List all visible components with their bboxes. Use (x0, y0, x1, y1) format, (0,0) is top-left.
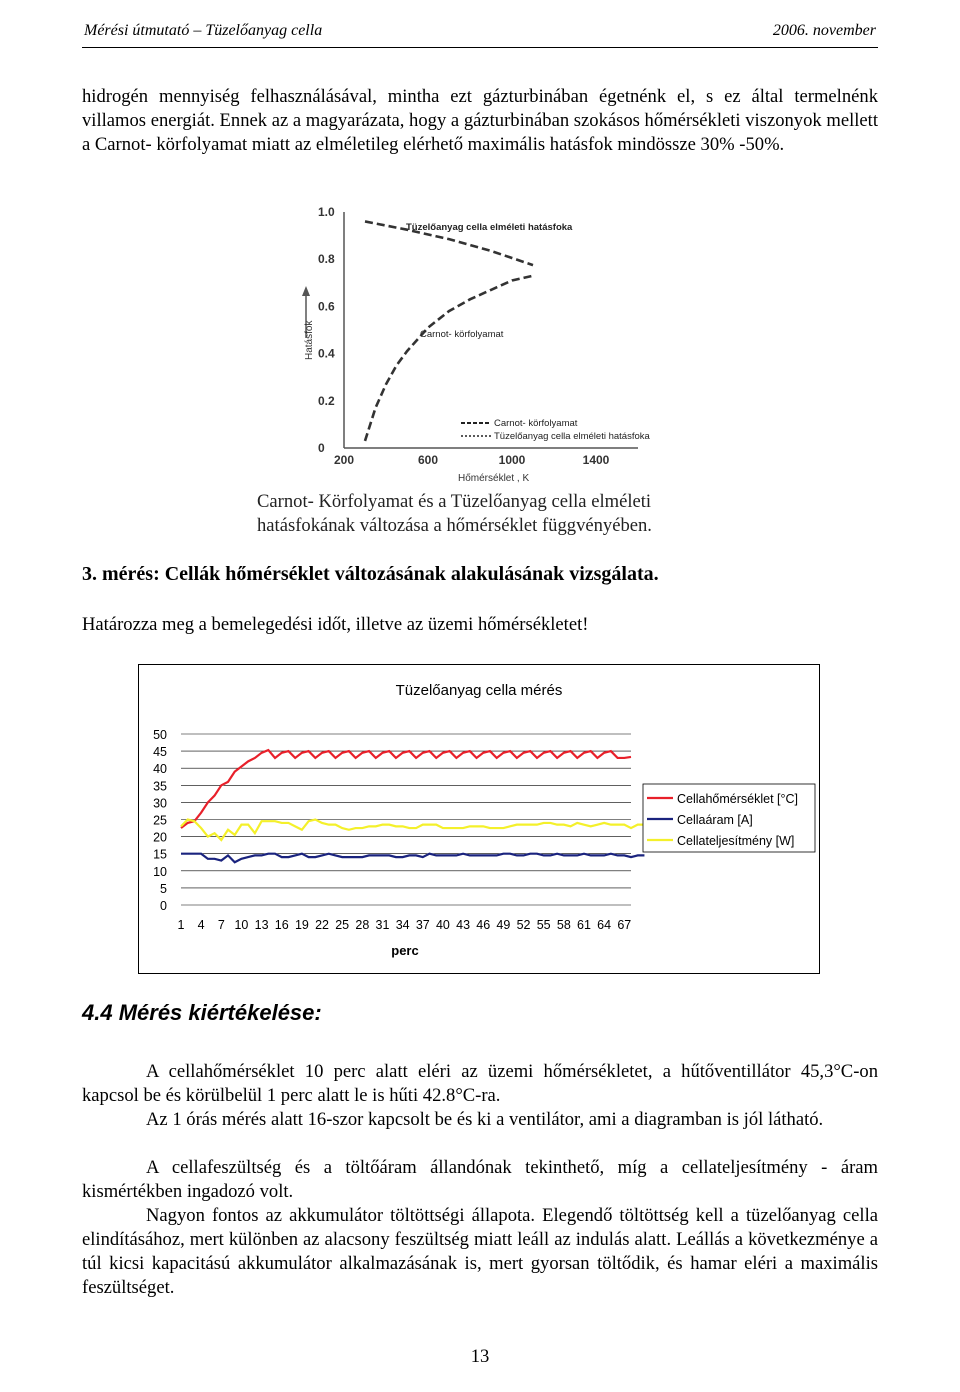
figure-caption-line-2: hatásfokának változása a hőmérséklet függvényében. (257, 515, 652, 536)
y-tick-label: 0.4 (318, 346, 335, 361)
y-axis-arrowhead (302, 286, 310, 296)
y-tick-label: 0 (160, 899, 167, 913)
x-tick-label: 28 (355, 918, 370, 932)
y-tick-label: 45 (153, 745, 167, 760)
y-tick-label: 50 (153, 728, 167, 742)
x-tick-label: 58 (556, 918, 571, 932)
x-tick-label: 31 (375, 918, 390, 932)
x-tick-label: 34 (395, 918, 410, 932)
x-tick-label: 55 (536, 918, 551, 932)
page-number: 13 (470, 1346, 490, 1367)
x-tick-label: 19 (294, 918, 309, 932)
y-tick-label: 1.0 (318, 205, 335, 219)
header-rule (82, 47, 878, 48)
series-line (181, 750, 631, 828)
x-tick-label: 46 (476, 918, 491, 932)
x-tick-label: 64 (597, 918, 612, 932)
chart-legend (643, 784, 815, 852)
y-tick-label: 0.6 (318, 299, 335, 314)
y-tick-label: 0.8 (318, 252, 335, 267)
chart-title: Tüzelőanyag cella mérés (395, 682, 563, 699)
y-tick-label: 10 (153, 864, 167, 879)
efficiency-chart (298, 200, 660, 488)
x-tick-label: 4 (197, 918, 205, 932)
y-tick-label: 35 (153, 779, 167, 794)
x-tick-label: 1000 (498, 453, 526, 467)
x-tick-label: 52 (516, 918, 531, 932)
y-tick-label: 40 (153, 762, 167, 777)
x-tick-label: 22 (315, 918, 329, 932)
measurement-figure (138, 664, 820, 974)
legend-label: Carnot- körfolyamat (494, 418, 578, 429)
intro-paragraph: hidrogén mennyiség felhasználásával, mintha ezt gázturbinában égetnénk el, s ez által termelnénk villamos energiát. Ennek az a magyarázata, hogy a gázturbinában szokásos hőmérsékleti viszonyok mellett a Carnot- körfolyamat miatt az elméletileg elérhető maximális hatásfok mindössze 30% -50%. (82, 86, 878, 155)
x-tick-label: 43 (456, 918, 471, 932)
evaluation-paragraph-2: Az 1 órás mérés alatt 16-szor kapcsolt be és ki a ventilátor, ami a diagramban is jól látható. (146, 1109, 824, 1130)
figure-caption-line-1: Carnot- Körfolyamat és a Tüzelőanyag cella elméleti (257, 491, 652, 512)
x-tick-label: 13 (254, 918, 269, 932)
evaluation-paragraph-4: Nagyon fontos az akkumulátor töltöttségi állapota. Elegendő töltöttség kell a tüzelőanyag cella elindításához, mert különben az alacsony feszültség miatt leáll az indulás alatt. Leállás a következménye a túl kicsi kapacitású akkumulátor alkalmazásának is, mert gyorsan töltődik, és hamar eléri a maximális feszültséget. (82, 1205, 878, 1298)
x-tick-label: 1 (177, 918, 185, 932)
x-tick-label: 600 (417, 453, 439, 467)
x-tick-label: 200 (333, 453, 355, 467)
y-tick-label: 5 (160, 881, 167, 896)
section-instruction: Határozza meg a bemelegedési időt, illetve az üzemi hőmérsékletet! (82, 614, 589, 635)
y-tick-label: 0.2 (318, 393, 335, 408)
x-tick-label: 10 (234, 918, 249, 932)
section-heading: 3. mérés: Cellák hőmérséklet változásának alakulásának vizsgálata. (82, 563, 659, 585)
efficiency-series-line (365, 276, 533, 441)
x-axis-label: perc (391, 943, 419, 958)
x-axis-label: Hőmérséklet , K (458, 473, 530, 484)
y-tick-label: 15 (153, 847, 167, 862)
x-tick-label: 7 (217, 918, 225, 932)
x-tick-label: 16 (274, 918, 289, 932)
legend-label: Cellahőmérséklet [°C] (677, 792, 799, 806)
evaluation-paragraph-1: A cellahőmérséklet 10 perc alatt eléri az üzemi hőmérsékletet, a hűtőventillátor 45,3°C-on kapcsol be és körülbelül 1 perc alatt le is hűti 42.8°C-ra. (82, 1061, 878, 1106)
y-tick-label: 0 (318, 441, 325, 455)
running-header-date: 2006. november (772, 22, 876, 39)
annotation-carnot: Carnot- körfolyamat (420, 329, 504, 340)
annotation-fuel-cell: Tüzelőanyag cella elméleti hatásfoka (406, 222, 573, 233)
efficiency-figure (298, 200, 660, 488)
x-tick-label: 61 (577, 918, 591, 932)
legend-label: Tüzelőanyag cella elméleti hatásfoka (494, 431, 650, 442)
y-tick-label: 20 (153, 830, 167, 845)
y-tick-label: 30 (153, 796, 167, 811)
y-tick-label: 25 (153, 813, 167, 828)
x-tick-label: 37 (415, 918, 430, 932)
x-tick-label: 25 (335, 918, 350, 932)
measurement-chart (139, 665, 818, 972)
x-tick-label: 1400 (582, 453, 610, 467)
x-tick-label: 40 (435, 918, 450, 932)
x-tick-label: 67 (617, 918, 632, 932)
subsection-heading: 4.4 Mérés kiértékelése: (82, 1000, 322, 1025)
legend-label: Cellaáram [A] (677, 813, 753, 827)
legend-label: Cellateljesítmény [W] (677, 834, 795, 848)
series-line (181, 820, 644, 841)
running-header-title: Mérési útmutató – Tüzelőanyag cella (84, 22, 323, 39)
evaluation-paragraph-3: A cellafeszültség és a töltőáram állandónak tekinthető, míg a cellateljesítmény - áram kismértékben ingadozó volt. (82, 1157, 878, 1202)
y-axis-label: Hatásfok (304, 320, 315, 360)
x-tick-label: 49 (496, 918, 511, 932)
series-line (181, 854, 644, 863)
